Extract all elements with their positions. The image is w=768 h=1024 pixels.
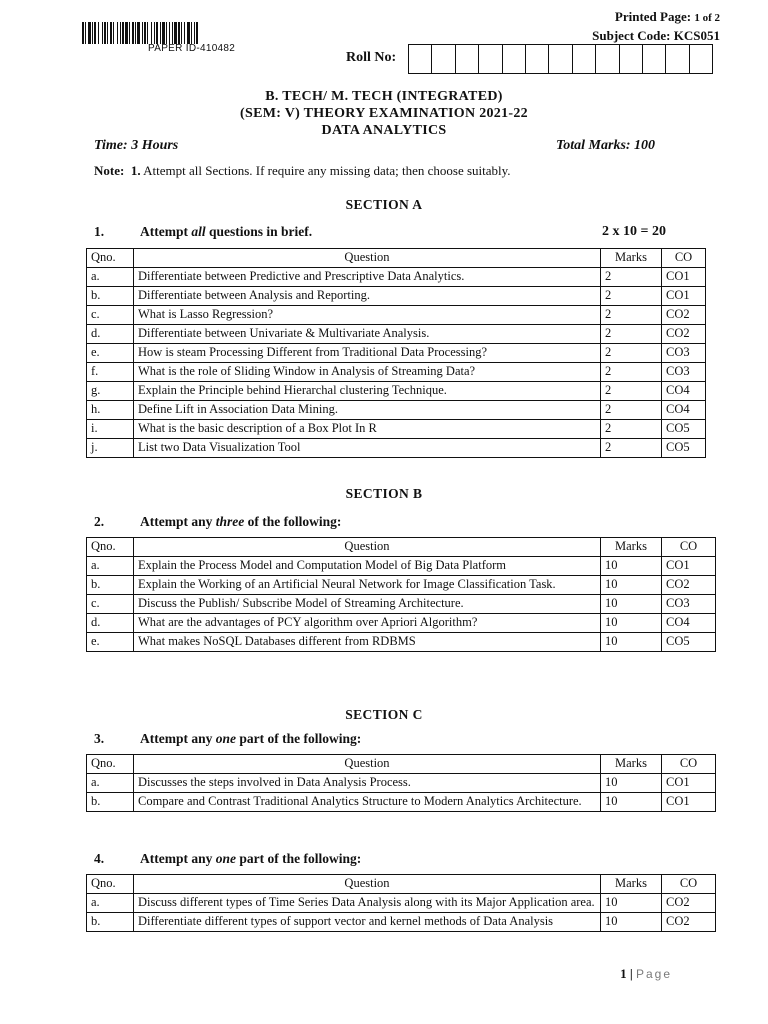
marks-cell: 10	[601, 913, 662, 932]
marks-cell: 10	[601, 793, 662, 812]
co-cell: CO3	[662, 363, 706, 382]
note-label: Note:	[94, 163, 125, 178]
barcode-bar	[151, 22, 152, 44]
co-cell: CO1	[662, 268, 706, 287]
marks-cell: 2	[601, 287, 662, 306]
question-cell: What is the role of Sliding Window in Analysis of Streaming Data?	[134, 363, 601, 382]
marks-cell: 2	[601, 401, 662, 420]
roll-digit-box[interactable]	[690, 44, 713, 74]
qno-cell: c.	[87, 595, 134, 614]
question-cell: Explain the Principle behind Hierarchal clustering Technique.	[134, 382, 601, 401]
marks-header: Marks	[601, 875, 662, 894]
table-row	[87, 439, 706, 458]
question-cell: How is steam Processing Different from Traditional Data Processing?	[134, 344, 601, 363]
barcode-bar	[85, 22, 86, 44]
roll-digit-box[interactable]	[596, 44, 619, 74]
question-cell: Discuss different types of Time Series Data Analysis along with its Major Application area.	[134, 894, 601, 913]
section-c-q3-table	[86, 754, 716, 812]
roll-digit-box[interactable]	[456, 44, 479, 74]
co-cell: CO4	[662, 401, 706, 420]
question-cell: Differentiate between Univariate & Multivariate Analysis.	[134, 325, 601, 344]
marks-cell: 10	[601, 557, 662, 576]
barcode-bar	[162, 22, 165, 44]
question-header: Question	[134, 249, 601, 268]
note-text: Attempt all Sections. If require any missing data; then choose suitably.	[143, 163, 511, 178]
page-separator: |	[626, 966, 636, 981]
roll-digit-box[interactable]	[526, 44, 549, 74]
table-row	[87, 287, 706, 306]
barcode-bar	[172, 22, 173, 44]
table-row	[87, 576, 716, 595]
instruction-text: of the following:	[244, 514, 342, 529]
instruction-emphasis: one	[215, 731, 236, 746]
question-cell: Explain the Working of an Artificial Neural Network for Image Classification Task.	[134, 576, 601, 595]
barcode-bar	[113, 22, 114, 44]
marks-cell: 10	[601, 576, 662, 595]
barcode-bar	[169, 22, 170, 44]
barcode-bar	[122, 22, 124, 44]
roll-digit-box[interactable]	[573, 44, 596, 74]
section-b-table	[86, 537, 716, 652]
barcode-bar	[107, 22, 108, 44]
marks-cell: 2	[601, 439, 662, 458]
question-cell: Compare and Contrast Traditional Analytics Structure to Modern Analytics Architecture.	[134, 793, 601, 812]
marks-cell: 2	[601, 268, 662, 287]
section-c-title: SECTION C	[345, 707, 423, 722]
note-number: 1.	[130, 163, 141, 178]
co-cell: CO3	[662, 595, 716, 614]
subject-code-value: KCS051	[673, 28, 720, 43]
barcode-bar	[125, 22, 128, 44]
question-header: Question	[134, 875, 601, 894]
section-c-q4-table	[86, 874, 716, 932]
qno-cell: a.	[87, 894, 134, 913]
table-header-row	[87, 755, 716, 774]
question-cell: What is the basic description of a Box Plot In R	[134, 420, 601, 439]
barcode-bar	[132, 22, 134, 44]
barcode-bar	[147, 22, 148, 44]
barcode-bar	[184, 22, 185, 44]
co-cell: CO1	[662, 793, 716, 812]
question-cell: What makes NoSQL Databases different from RDBMS	[134, 633, 601, 652]
marks-cell: 10	[601, 614, 662, 633]
qno-cell: a.	[87, 268, 134, 287]
qno-header: Qno.	[87, 755, 134, 774]
qno-cell: g.	[87, 382, 134, 401]
roll-digit-box[interactable]	[549, 44, 572, 74]
table-row	[87, 363, 706, 382]
marks-header: Marks	[601, 249, 662, 268]
roll-digit-box[interactable]	[643, 44, 666, 74]
qno-cell: d.	[87, 614, 134, 633]
header-info	[592, 8, 720, 44]
barcode-bar	[120, 22, 121, 44]
question-4-instruction	[94, 851, 361, 867]
barcode-bar	[137, 22, 140, 44]
subject-title: DATA ANALYTICS	[321, 123, 447, 138]
table-header-row	[87, 538, 716, 557]
table-row	[87, 325, 706, 344]
qno-cell: e.	[87, 633, 134, 652]
co-cell: CO1	[662, 774, 716, 793]
table-row	[87, 913, 716, 932]
qno-cell: i.	[87, 420, 134, 439]
barcode-bar	[142, 22, 143, 44]
instruction-text: Attempt any	[140, 851, 216, 866]
co-cell: CO4	[662, 382, 706, 401]
roll-digit-box[interactable]	[503, 44, 526, 74]
marks-cell: 2	[601, 363, 662, 382]
barcode-bar	[178, 22, 180, 44]
barcode-bar	[129, 22, 130, 44]
total-marks: Total Marks: 100	[556, 138, 656, 153]
co-cell: CO2	[662, 325, 706, 344]
table-row	[87, 557, 716, 576]
barcode-bar	[82, 22, 84, 44]
barcode-bar	[160, 22, 161, 44]
question-2-instruction	[94, 514, 341, 530]
section-a-score: 2 x 10 = 20	[602, 224, 666, 239]
qno-header: Qno.	[87, 249, 134, 268]
co-header: CO	[662, 875, 716, 894]
co-cell: CO3	[662, 344, 706, 363]
question-cell: Discusses the steps involved in Data Analysis Process.	[134, 774, 601, 793]
page-footer	[620, 966, 672, 982]
qno-cell: a.	[87, 557, 134, 576]
table-row	[87, 793, 716, 812]
barcode-bar	[144, 22, 146, 44]
qno-cell: b.	[87, 576, 134, 595]
table-row	[87, 774, 716, 793]
marks-cell: 10	[601, 774, 662, 793]
co-cell: CO2	[662, 576, 716, 595]
table-row	[87, 420, 706, 439]
exam-time: Time: 3 Hours	[94, 138, 179, 153]
qno-cell: h.	[87, 401, 134, 420]
printed-page-value: 1 of 2	[694, 12, 720, 24]
question-number: 3.	[94, 731, 105, 746]
question-cell: What is Lasso Regression?	[134, 306, 601, 325]
qno-cell: e.	[87, 344, 134, 363]
table-row	[87, 894, 716, 913]
co-cell: CO5	[662, 633, 716, 652]
instruction-emphasis: all	[191, 224, 206, 239]
co-cell: CO2	[662, 306, 706, 325]
instruction-text: Attempt any	[140, 731, 216, 746]
roll-digit-box[interactable]	[409, 44, 432, 74]
table-row	[87, 633, 716, 652]
table-row	[87, 595, 716, 614]
co-cell: CO1	[662, 287, 706, 306]
barcode-bar	[135, 22, 136, 44]
page-word: Page	[635, 967, 672, 981]
qno-cell: b.	[87, 913, 134, 932]
qno-header: Qno.	[87, 538, 134, 557]
roll-number-boxes	[408, 44, 713, 74]
barcode-bar	[110, 22, 112, 44]
question-1-instruction	[94, 224, 312, 240]
subject-code-label: Subject Code:	[592, 28, 671, 43]
instruction-text: questions in brief.	[205, 224, 313, 239]
qno-cell: j.	[87, 439, 134, 458]
page-number: 1	[620, 966, 627, 981]
exam-title: (SEM: V) THEORY EXAMINATION 2021-22	[240, 106, 528, 121]
roll-digit-box[interactable]	[432, 44, 455, 74]
marks-cell: 2	[601, 382, 662, 401]
program-title: B. TECH/ M. TECH (INTEGRATED)	[265, 89, 503, 104]
qno-cell: b.	[87, 793, 134, 812]
question-cell: Differentiate between Predictive and Prescriptive Data Analytics.	[134, 268, 601, 287]
marks-cell: 2	[601, 420, 662, 439]
barcode	[82, 22, 308, 44]
barcode-bar	[92, 22, 93, 44]
co-header: CO	[662, 755, 716, 774]
roll-no-label: Roll No:	[346, 50, 397, 65]
co-header: CO	[662, 249, 706, 268]
table-header-row	[87, 249, 706, 268]
table-row	[87, 382, 706, 401]
marks-cell: 10	[601, 894, 662, 913]
table-row	[87, 268, 706, 287]
instruction-text: Attempt any	[140, 514, 216, 529]
barcode-bar	[166, 22, 167, 44]
question-cell: What are the advantages of PCY algorithm over Apriori Algorithm?	[134, 614, 601, 633]
question-number: 4.	[94, 851, 105, 866]
marks-header: Marks	[601, 538, 662, 557]
barcode-bar	[94, 22, 96, 44]
table-header-row	[87, 875, 716, 894]
marks-cell: 10	[601, 633, 662, 652]
instruction-emphasis: one	[215, 851, 236, 866]
barcode-bar	[102, 22, 103, 44]
section-a-title: SECTION A	[345, 197, 423, 212]
section-a-table	[86, 248, 706, 458]
co-cell: CO4	[662, 614, 716, 633]
question-number: 1.	[94, 224, 105, 239]
table-row	[87, 401, 706, 420]
barcode-bar	[191, 22, 192, 44]
qno-cell: b.	[87, 287, 134, 306]
question-cell: Differentiate different types of support vector and kernel methods of Data Analysis	[134, 913, 601, 932]
instruction-emphasis: three	[215, 514, 245, 529]
barcode-bar	[98, 22, 99, 44]
roll-digit-box[interactable]	[666, 44, 689, 74]
barcode-bar	[187, 22, 190, 44]
barcode-bar	[156, 22, 158, 44]
marks-cell: 10	[601, 595, 662, 614]
paper-id: PAPER ID-410482	[148, 43, 236, 54]
roll-digit-box[interactable]	[479, 44, 502, 74]
table-row	[87, 614, 716, 633]
barcode-bar	[194, 22, 195, 44]
instruction-text: part of the following:	[236, 851, 362, 866]
qno-cell: a.	[87, 774, 134, 793]
roll-digit-box[interactable]	[620, 44, 643, 74]
note	[94, 163, 511, 179]
question-3-instruction	[94, 731, 361, 747]
instruction-text: part of the following:	[236, 731, 362, 746]
barcode-bar	[174, 22, 177, 44]
section-b-title: SECTION B	[345, 486, 423, 501]
barcode-bar	[104, 22, 106, 44]
barcode-bar	[88, 22, 91, 44]
co-cell: CO5	[662, 439, 706, 458]
barcode-bar	[117, 22, 118, 44]
co-header: CO	[662, 538, 716, 557]
marks-cell: 2	[601, 306, 662, 325]
co-cell: CO1	[662, 557, 716, 576]
marks-cell: 2	[601, 325, 662, 344]
table-row	[87, 306, 706, 325]
question-cell: Define Lift in Association Data Mining.	[134, 401, 601, 420]
co-cell: CO2	[662, 894, 716, 913]
question-header: Question	[134, 755, 601, 774]
printed-page-label: Printed Page:	[614, 9, 692, 24]
co-cell: CO5	[662, 420, 706, 439]
question-cell: Discuss the Publish/ Subscribe Model of Streaming Architecture.	[134, 595, 601, 614]
question-number: 2.	[94, 514, 105, 529]
qno-cell: c.	[87, 306, 134, 325]
barcode-bar	[196, 22, 198, 44]
qno-header: Qno.	[87, 875, 134, 894]
co-cell: CO2	[662, 913, 716, 932]
qno-cell: f.	[87, 363, 134, 382]
question-cell: Explain the Process Model and Computation Model of Big Data Platform	[134, 557, 601, 576]
instruction-text: Attempt	[140, 224, 192, 239]
question-cell: List two Data Visualization Tool	[134, 439, 601, 458]
marks-cell: 2	[601, 344, 662, 363]
question-header: Question	[134, 538, 601, 557]
barcode-bar	[154, 22, 155, 44]
qno-cell: d.	[87, 325, 134, 344]
question-cell: Differentiate between Analysis and Reporting.	[134, 287, 601, 306]
barcode-bar	[181, 22, 182, 44]
table-row	[87, 344, 706, 363]
marks-header: Marks	[601, 755, 662, 774]
